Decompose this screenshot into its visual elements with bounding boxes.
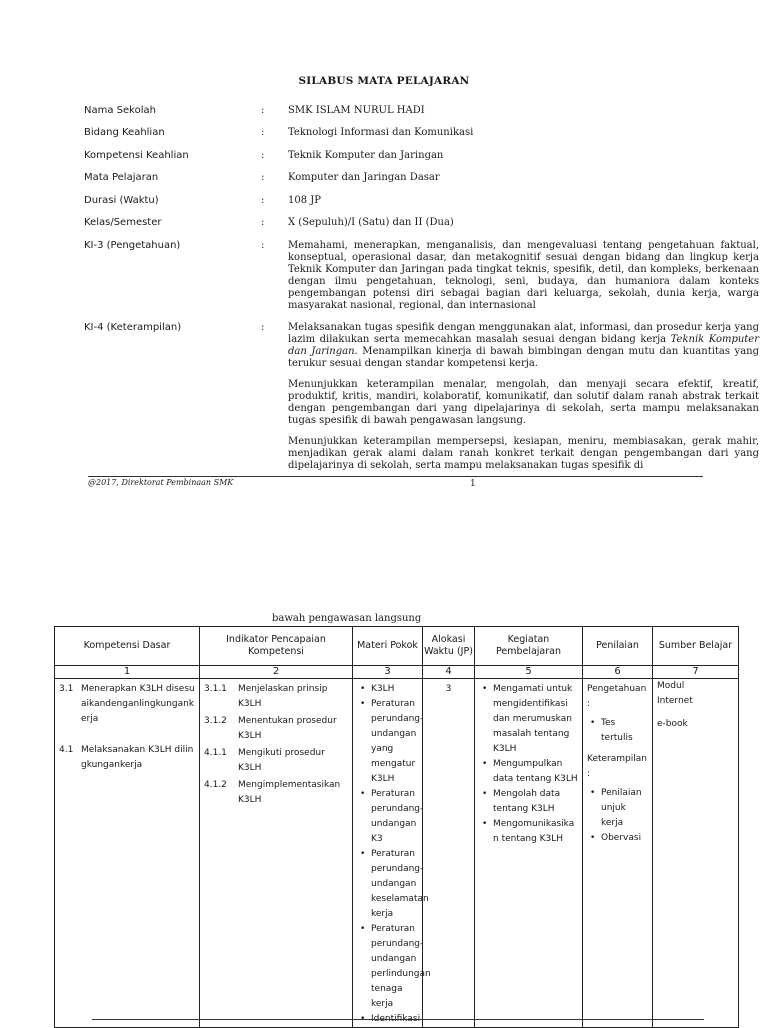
- ipk-number: 4.1.1: [204, 748, 227, 758]
- info-value: Teknologi Informasi dan Komunikasi: [288, 127, 474, 138]
- indikator-cell: [200, 679, 353, 1028]
- ki4-paragraph-3: Menunjukkan keterampilan mempersepsi, kesiapan, meniru, membiasakan, gerak mahir, menjadikan gerak alami dalam ranah konkret terkait dengan pengembangan dari yang dipelajarinya di sekolah, serta mampu melaksanakan tugas spesifik di: [288, 436, 759, 471]
- header-alokasi-waktu: Alokasi Waktu (JP): [423, 627, 475, 666]
- penilaian-pengetahuan-list: [587, 716, 648, 746]
- header-kegiatan: Kegiatan Pembelajaran: [475, 627, 583, 666]
- info-label: KI-3 (Pengetahuan): [84, 240, 181, 251]
- column-number: 1: [55, 666, 200, 679]
- list-item: • Peraturan perundang-undangan keselamatan kerja: [371, 847, 418, 922]
- kd-item: [59, 682, 195, 727]
- info-colon: :: [261, 195, 265, 206]
- sumber-item: Internet: [657, 696, 693, 706]
- ipk-text: Mengimplementasikan K3LH: [238, 780, 341, 805]
- penilaian-cell: [583, 679, 653, 1028]
- penilaian-pengetahuan-label: Pengetahuan :: [587, 684, 647, 709]
- ipk-number: 3.1.2: [204, 716, 227, 726]
- kd-text: Menerapkan K3LH disesuaikandenganlingkungankerja: [81, 684, 195, 724]
- alokasi-value: 3: [445, 684, 452, 694]
- kd-item: [59, 743, 195, 773]
- column-number: 3: [353, 666, 423, 679]
- ipk-text: Menentukan prosedur K3LH: [238, 716, 337, 741]
- footer-divider: [88, 476, 703, 477]
- info-colon: :: [261, 150, 265, 161]
- ipk-item: [204, 746, 348, 776]
- info-value: X (Sepuluh)/I (Satu) dan II (Dua): [288, 217, 454, 228]
- ipk-item: [204, 714, 348, 744]
- list-item: • Peraturan perundang-undangan K3: [371, 787, 418, 847]
- header-kompetensi-dasar: Kompetensi Dasar: [55, 627, 200, 666]
- sumber-item: e-book: [657, 719, 688, 729]
- list-item: • Identifikasi: [371, 1012, 418, 1027]
- column-number-row: [55, 666, 739, 679]
- info-colon: :: [261, 127, 265, 138]
- ki3-paragraph: Memahami, menerapkan, menganalisis, dan mengevaluasi tentang pengetahuan faktual, konseptual, operasional dasar, dan metakognitif sesuai dengan bidang dan lingkup kerja Teknik Komputer dan Jaringan pada tingkat teknis, spesifik, detil, dan kompleks, berkenaan dengan ilmu pengetahuan, teknologi, seni, budaya, dan humaniora dalam konteks pengembangan potensi diri sebagai bagian dari keluarga, sekolah, dunia kerja, warga masyarakat nasional, regional, dan internasional: [288, 240, 759, 311]
- ki3-text: [288, 240, 759, 321]
- header-penilaian: Penilaian: [583, 627, 653, 666]
- info-label: Nama Sekolah: [84, 105, 156, 116]
- list-item: • Mengamati untuk mengidentifikasi dan merumuskan masalah tentang K3LH: [493, 682, 578, 757]
- continued-text: bawah pengawasan langsung: [272, 613, 422, 624]
- ipk-text: Menjelaskan prinsip K3LH: [238, 684, 328, 709]
- kegiatan-cell: [475, 679, 583, 1028]
- document-title: SILABUS MATA PELAJARAN: [298, 75, 470, 87]
- ki4-p1-start: Melaksanakan tugas spesifik dengan menggunakan alat, informasi, dan prosedur kerja yang lazim dilakukan serta memecahkan masalah sesuai dengan bidang kerja: [288, 322, 759, 345]
- kompetensi-dasar-cell: [55, 679, 200, 1028]
- table-row: [55, 679, 739, 1028]
- syllabus-page-1: [0, 0, 768, 500]
- materi-pokok-cell: [353, 679, 431, 1028]
- ki4-paragraph-2: Menunjukkan keterampilan menalar, mengolah, dan menyaji secara efektif, kreatif, produktif, kritis, mandiri, kolaboratif, komunikatif, dan solutif dalam ranah abstrak terkait dengan pengembangan dari yang dipelajarinya di sekolah, serta mampu melaksanakan tugas spesifik di bawah pengawasan langsung.: [288, 379, 759, 426]
- footer-divider: [92, 1019, 704, 1020]
- info-colon: :: [261, 240, 265, 251]
- column-number: 4: [423, 666, 475, 679]
- list-item: • Mengolah data tentang K3LH: [493, 787, 578, 817]
- ipk-item: [204, 682, 348, 712]
- header-materi-pokok: Materi Pokok: [353, 627, 423, 666]
- info-label: Durasi (Waktu): [84, 195, 159, 206]
- list-item: • Peraturan perundang-undangan perlindungan tenaga kerja: [371, 922, 418, 1012]
- kd-number: 3.1: [59, 684, 74, 694]
- header-sumber-belajar: Sumber Belajar: [653, 627, 739, 666]
- list-item: • Obervasi: [601, 831, 648, 846]
- column-number: 5: [475, 666, 583, 679]
- footer-copyright: @2017, Direktorat Pembinaan SMK: [88, 478, 234, 487]
- info-colon: :: [261, 105, 265, 116]
- materi-list: [357, 682, 431, 1027]
- info-label: KI-4 (Keterampilan): [84, 322, 182, 333]
- list-item: • Mengomunikasikan tentang K3LH: [493, 817, 578, 847]
- list-item: • Peraturan perundang-undangan yang mengatur K3LH: [371, 697, 418, 787]
- column-number: 7: [653, 666, 739, 679]
- header-indikator: Indikator Pencapaian Kompetensi: [200, 627, 353, 666]
- info-label: Bidang Keahlian: [84, 127, 165, 138]
- list-item: • K3LH: [371, 682, 418, 697]
- kegiatan-list: [479, 682, 578, 847]
- ipk-number: 3.1.1: [204, 684, 227, 694]
- list-item: • Tes tertulis: [601, 716, 648, 746]
- info-label: Kelas/Semester: [84, 217, 162, 228]
- ipk-text: Mengikuti prosedur K3LH: [238, 748, 325, 773]
- ki4-p1-italic: Teknik Komputer dan Jaringan: [288, 334, 760, 357]
- column-number: 2: [200, 666, 353, 679]
- penilaian-keterampilan-list: [587, 786, 648, 846]
- ki4-paragraph-1: [288, 322, 759, 370]
- list-item: • Mengumpulkan data tentang K3LH: [493, 757, 578, 787]
- table-header-row: [55, 627, 739, 666]
- column-number: 6: [583, 666, 653, 679]
- syllabus-page-2: [0, 500, 768, 1024]
- info-value: SMK ISLAM NURUL HADI: [288, 105, 425, 116]
- info-value: Komputer dan Jaringan Dasar: [288, 172, 440, 183]
- ki4-text: [288, 322, 759, 481]
- ipk-item: [204, 778, 348, 808]
- sumber-item: Modul: [657, 681, 685, 691]
- ipk-number: 4.1.2: [204, 780, 227, 790]
- penilaian-keterampilan-label: Keterampilan :: [587, 754, 647, 779]
- footer-page-number: 1: [470, 479, 476, 489]
- syllabus-table: [54, 626, 739, 1028]
- info-colon: :: [261, 322, 265, 333]
- info-value: 108 JP: [288, 195, 322, 206]
- info-label: Mata Pelajaran: [84, 172, 159, 183]
- info-label: Kompetensi Keahlian: [84, 150, 189, 161]
- list-item: • Penilaian unjuk kerja: [601, 786, 648, 831]
- info-value: Teknik Komputer dan Jaringan: [288, 150, 444, 161]
- sumber-belajar-cell: [653, 679, 739, 1028]
- ki4-p1-end: . Menampilkan kinerja di bawah bimbingan dengan mutu dan kuantitas yang terukur sesuai dengan standar kompetensi kerja.: [288, 346, 759, 369]
- kd-number: 4.1: [59, 745, 74, 755]
- info-colon: :: [261, 217, 265, 228]
- info-colon: :: [261, 172, 265, 183]
- kd-text: Melaksanakan K3LH dilingkungankerja: [81, 745, 194, 770]
